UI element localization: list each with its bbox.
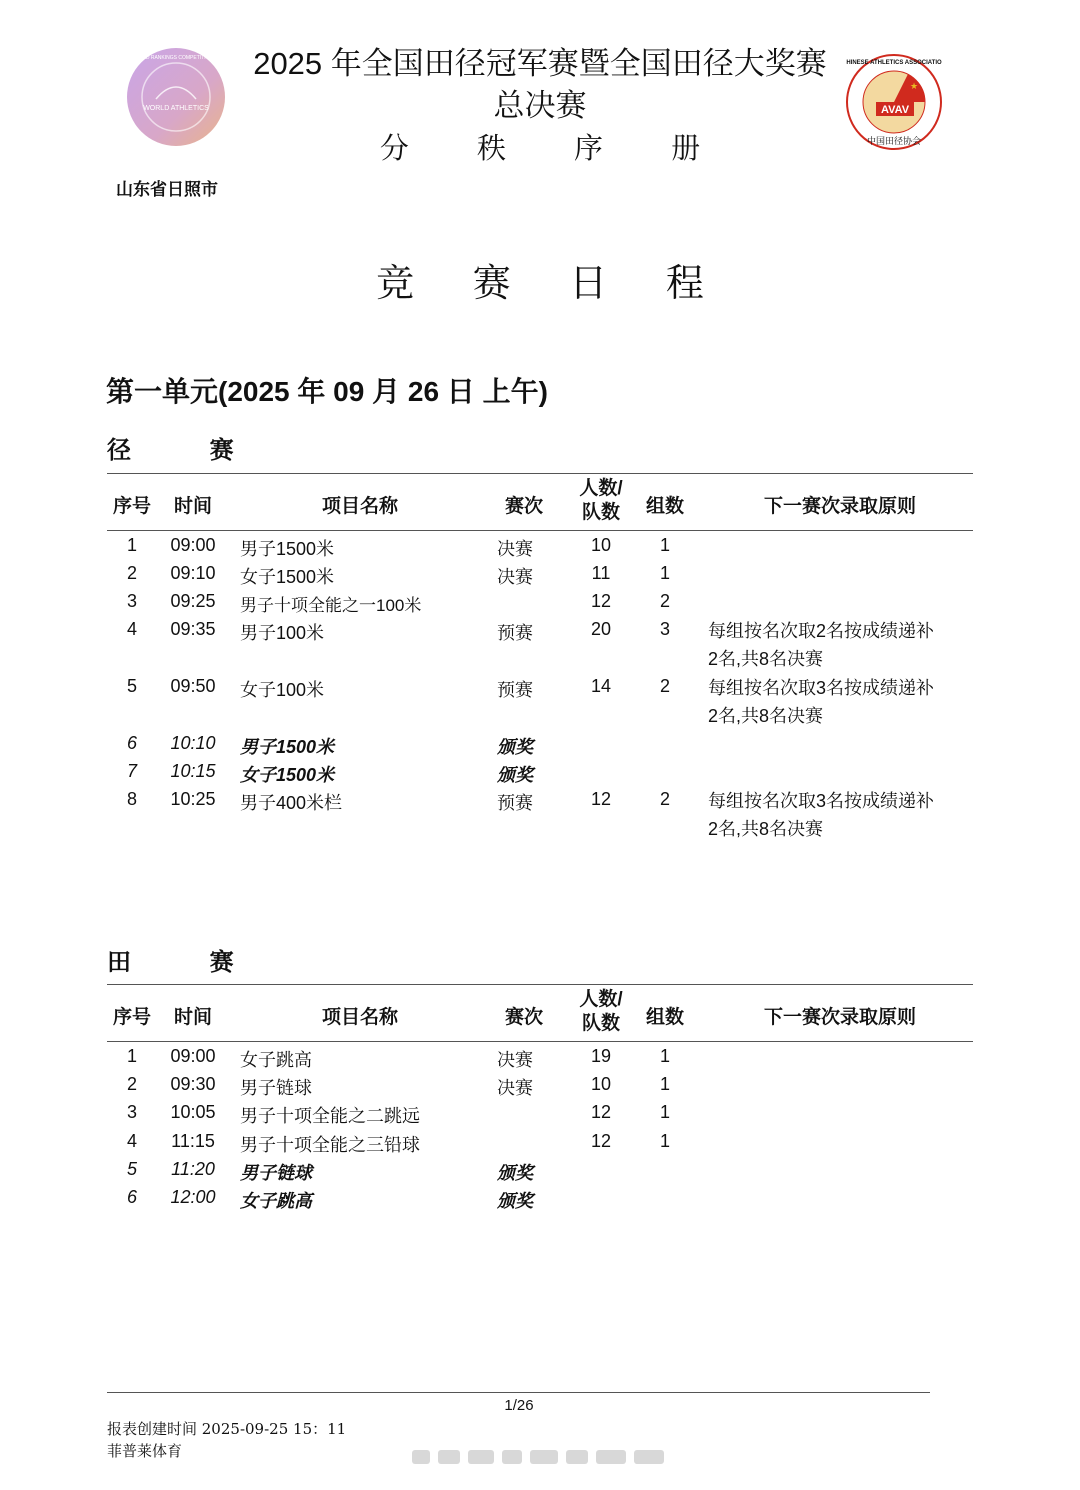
col-no: 序号 (112, 1007, 151, 1028)
col-groups: 组数 (645, 1007, 684, 1028)
col-count: 人数/ 队数 (579, 478, 623, 523)
competition-title: 2025 年全国田径冠军赛暨全国田径大奖赛 (253, 46, 827, 81)
col-round: 赛次 (505, 496, 544, 517)
session-title: 第一单元(2025 年 09 月 26 日 上午) (106, 376, 548, 407)
col-rule: 下一赛次录取原则 (763, 1007, 916, 1028)
watermark (410, 1444, 670, 1470)
col-rule: 下一赛次录取原则 (763, 496, 916, 517)
col-groups: 组数 (645, 496, 684, 517)
logo-ring-text: CHINESE ATHLETICS ASSOCIATION (846, 60, 942, 66)
field-section-title: 田 赛 (107, 949, 270, 976)
competition-subtitle: 总决赛 (493, 88, 587, 123)
col-round: 赛次 (505, 1007, 544, 1028)
col-event: 项目名称 (321, 496, 398, 517)
col-no: 序号 (112, 496, 151, 517)
svg-text:★: ★ (909, 81, 919, 91)
venue: 山东省日照市 (116, 180, 218, 199)
divider (107, 984, 973, 985)
logo-cn-text: 中国田径协会 (866, 137, 922, 147)
footer-divider (107, 1392, 930, 1393)
divider (107, 530, 973, 531)
col-time: 时间 (173, 1007, 212, 1028)
report-created-time: 报表创建时间 2025-09-25 15：11 (107, 1420, 347, 1438)
page-number: 1/26 (504, 1397, 534, 1414)
col-time: 时间 (173, 496, 212, 517)
document-type: 分 秩 序 册 (379, 133, 731, 165)
svg-text:AVAV: AVAV (880, 104, 910, 116)
schedule-title: 竞 赛 日 程 (376, 263, 728, 305)
col-count: 人数/ 队数 (579, 989, 623, 1034)
divider (107, 473, 973, 474)
logo-ring-text: A WORLD RANKINGS COMPETITION 2025 (126, 55, 226, 61)
col-event: 项目名称 (321, 1007, 398, 1028)
publisher: 菲普莱体育 (107, 1442, 183, 1460)
track-section-title: 径 赛 (107, 437, 270, 464)
divider (107, 1041, 973, 1042)
logo-text: WORLD ATHLETICS (143, 105, 209, 112)
